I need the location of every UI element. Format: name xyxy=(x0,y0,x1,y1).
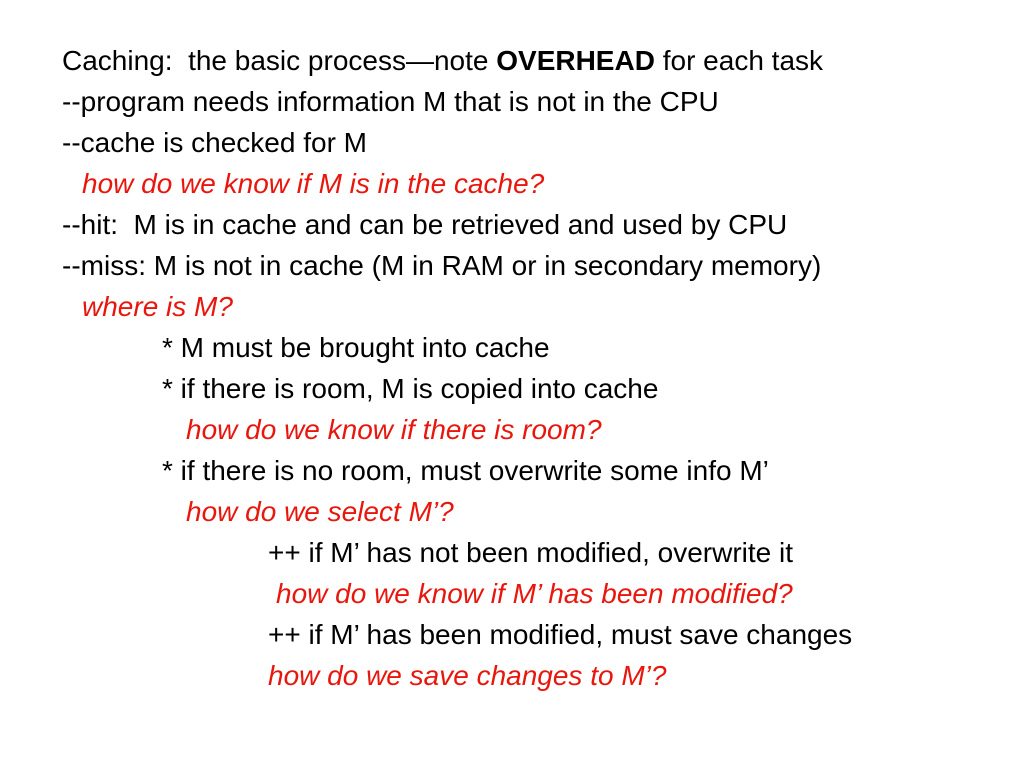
title-emphasis: OVERHEAD xyxy=(496,45,655,76)
text-line-modified-save: ++ if M’ has been modified, must save changes xyxy=(268,619,853,650)
text-line-miss: --miss: M is not in cache (M in RAM or in secondary memory) xyxy=(62,250,822,281)
question-in-cache: how do we know if M is in the cache? xyxy=(82,168,545,199)
text-line-brought-into-cache: * M must be brought into cache xyxy=(162,332,550,363)
question-where-is-m: where is M? xyxy=(82,291,233,322)
text-line-hit: --hit: M is in cache and can be retrieved and used by CPU xyxy=(62,209,788,240)
text-line-not-modified: ++ if M’ has not been modified, overwrite it xyxy=(268,537,793,568)
slide-title-line xyxy=(62,44,823,78)
question-modified: how do we know if M’ has been modified? xyxy=(276,578,793,609)
question-save-changes: how do we save changes to M’? xyxy=(268,660,667,691)
text-line-room-copied: * if there is room, M is copied into cache xyxy=(162,373,659,404)
text-line-cache-checked: --cache is checked for M xyxy=(62,127,367,158)
question-select-m-prime: how do we select M’? xyxy=(186,496,454,527)
title-prefix: Caching: the basic process—note xyxy=(62,45,497,76)
text-line-no-room: * if there is no room, must overwrite some info M’ xyxy=(162,455,769,486)
title-suffix: for each task xyxy=(654,45,824,76)
text-line-program-needs: --program needs information M that is not in the CPU xyxy=(62,86,719,117)
question-room: how do we know if there is room? xyxy=(186,414,602,445)
